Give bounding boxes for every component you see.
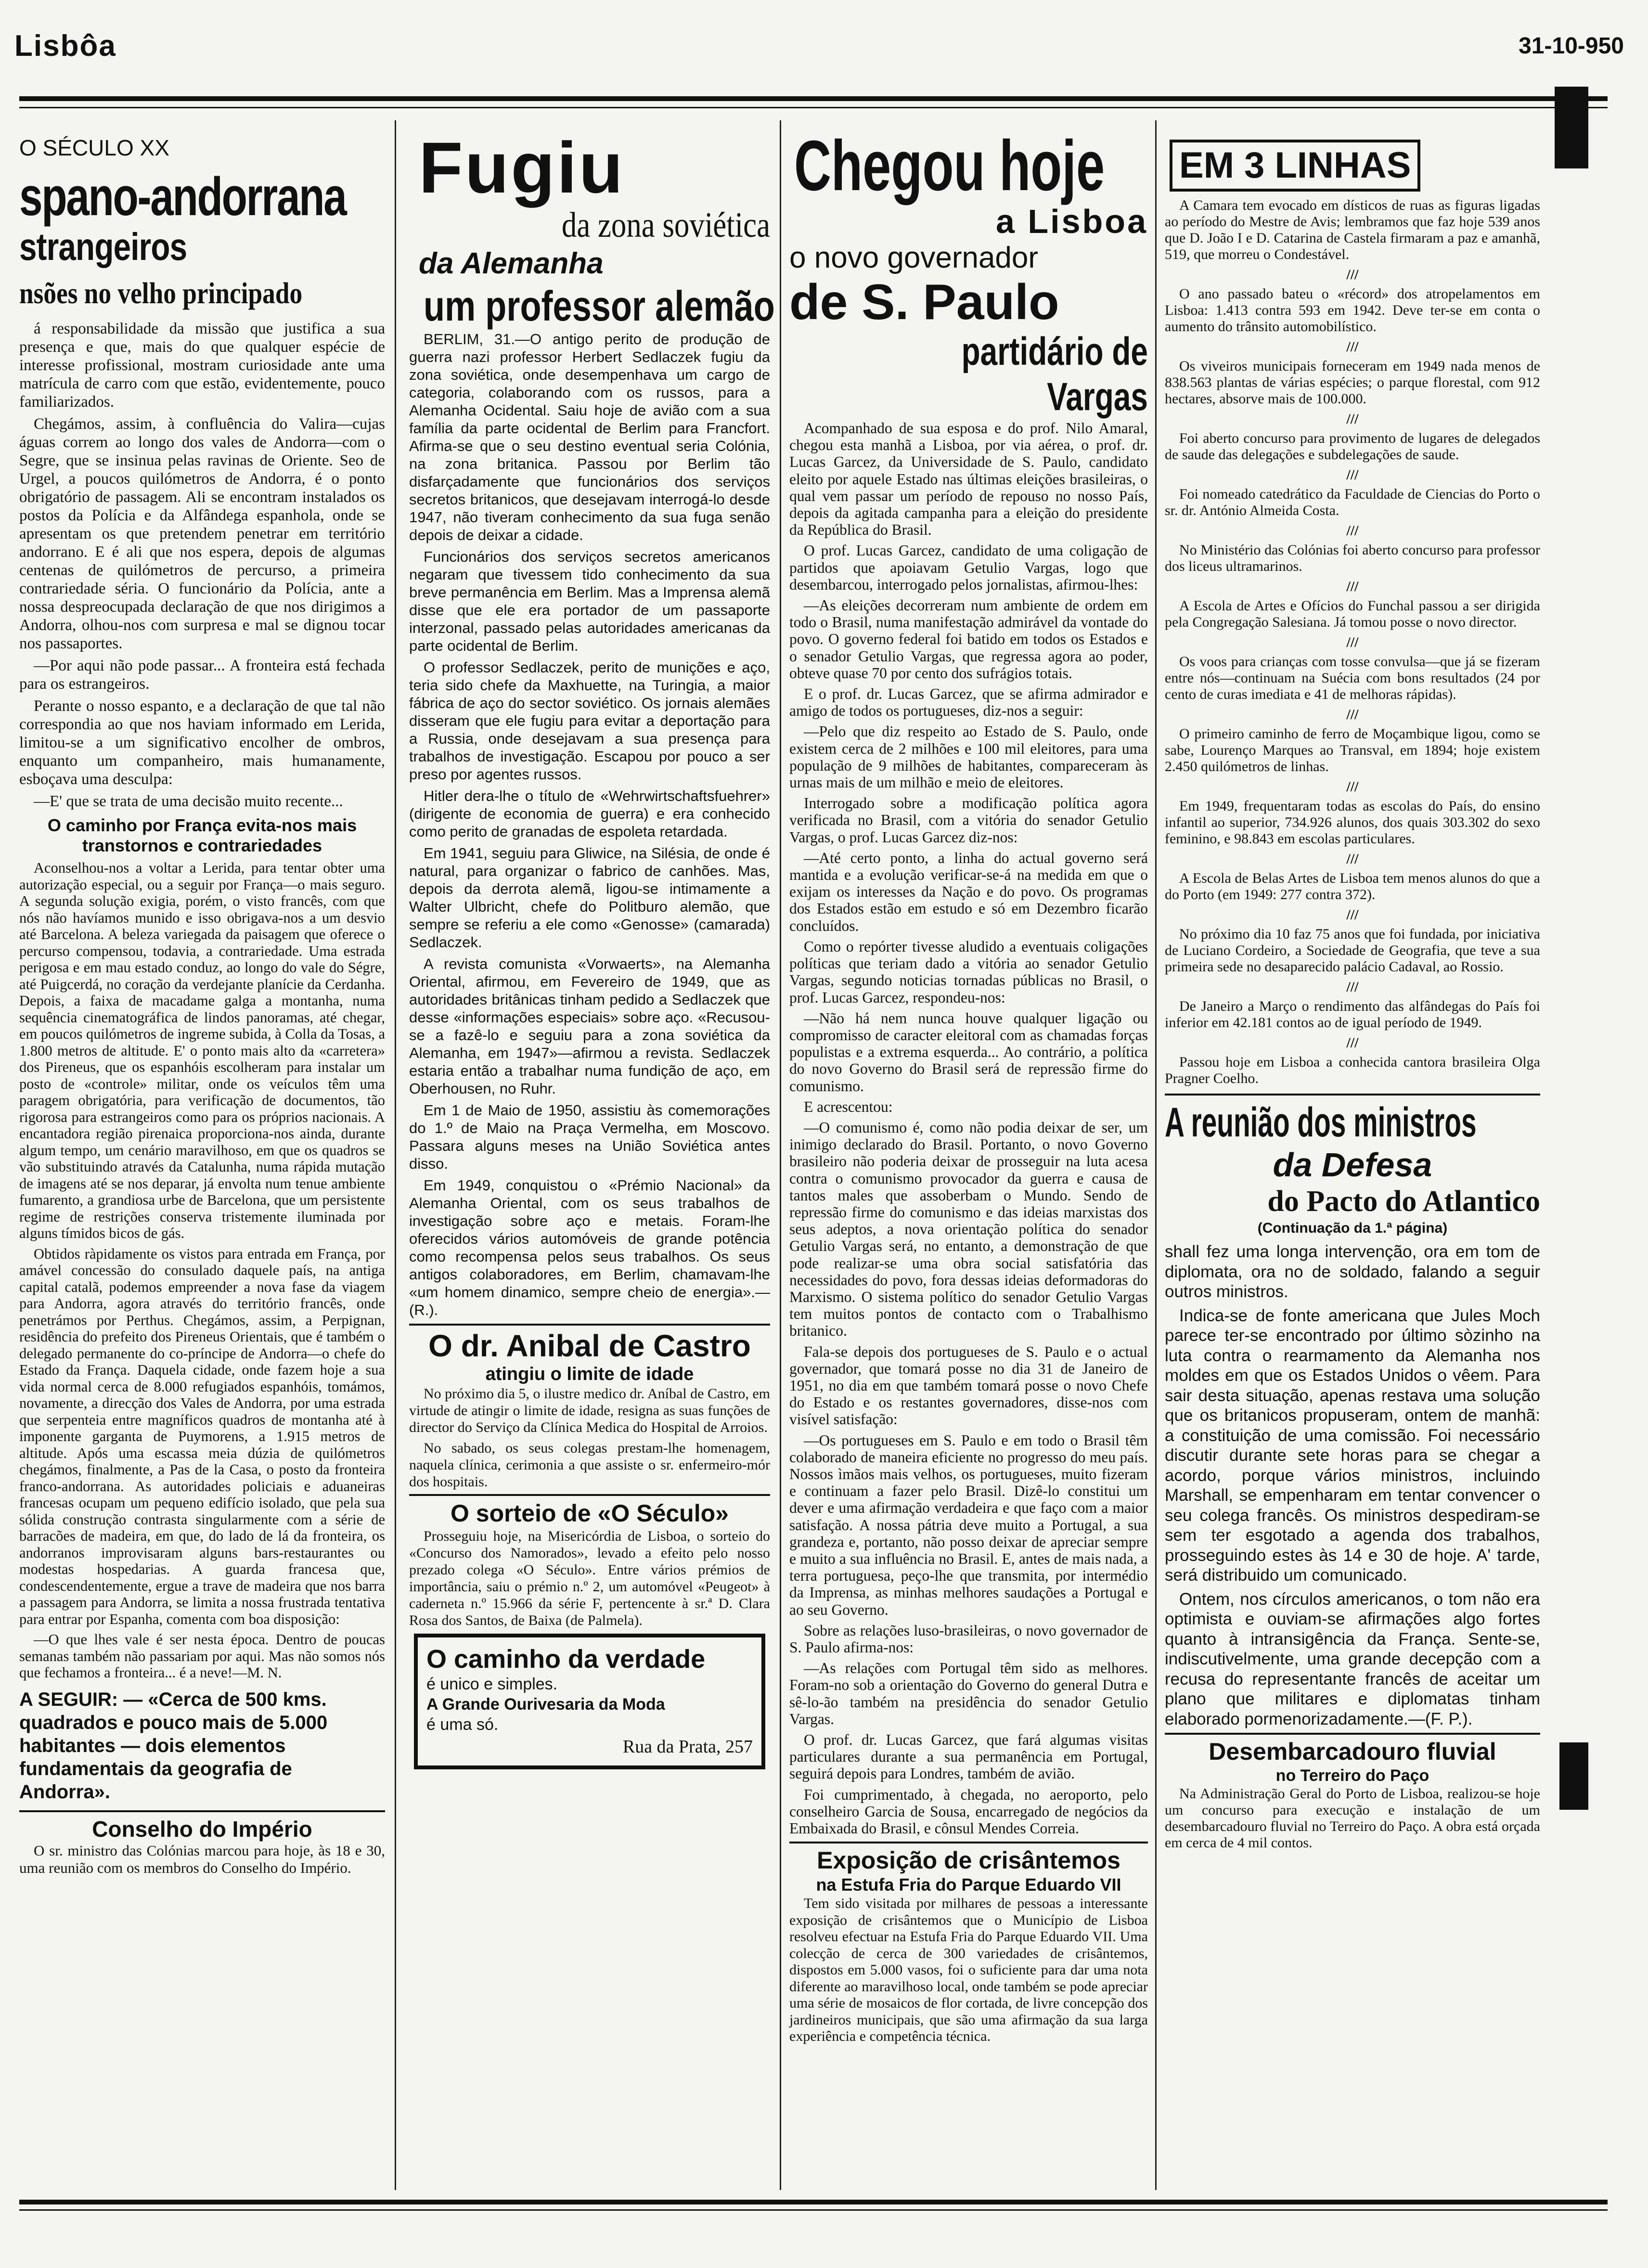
brief-separator: /// [1346, 851, 1359, 867]
anibal-body [409, 1385, 770, 1490]
sao-paulo-paragraph: Interrogado sobre a modificação política agora verificada no Brasil, com a vitória do senador Getulio Vargas, o prof. Lucas Garcez diz-nos: [789, 795, 1148, 846]
ourivesaria-ad [414, 1634, 765, 1769]
anibal-subtitle: atingiu o limite de idade [485, 1364, 694, 1384]
conselho-text [19, 1842, 385, 1877]
conselho-section [19, 1810, 385, 1877]
ad-title: O caminho da verdade [426, 1645, 706, 1674]
anibal-section [409, 1324, 770, 1490]
headline-lisboa: a Lisboa [996, 203, 1148, 240]
ad-line: é unico e simples. [426, 1675, 558, 1693]
brief-item: Em 1949, frequentaram todas as escolas do País, do ensino infantil ao superior, 734.926 alunos, dos quais 303.302 do sexo feminino, e 98.843 em escolas particulares. [1165, 798, 1540, 847]
masthead-date: 31-10-950 [1519, 33, 1624, 59]
professor-paragraph: BERLIM, 31.—O antigo perito de produção de guerra nazi professor Herbert Sedlaczek fugiu da zona soviética, onde desempenhava um cargo de categoria, colaborando com os russos, para a Alemanha Ocidental. Saiu hoje de avião com a sua família da parte ocidental de Berlim para Francfort. Afirma-se que o seu destino eventual seria Colónia, na zona britanica. Passou por Berlim tão disfarçadamente que funcionários dos serviços secretos britanicos, que desejavam interrogá-lo desde 1947, não tiveram conhecimento da sua fuga senão depois de deixar a cidade. [409, 331, 770, 543]
top-rule-thin [19, 107, 1608, 108]
brief-item: Os viveiros municipais forneceram em 1949 nada menos de 838.563 plantas de várias espécies; o parque florestal, com 912 hectares, absorve mais de 100.000. [1165, 358, 1540, 407]
desembarcadouro-subtitle: no Terreiro do Paço [1275, 1766, 1429, 1785]
bottom-rule [19, 2200, 1608, 2204]
professor-paragraph: Hitler dera-lhe o título de «Wehrwirtschaftsfuehrer» (dirigente de economia de guerra) e era conhecido como perito de granadas de espoleta retardada. [409, 787, 770, 840]
brief-separator: /// [1346, 411, 1359, 427]
brief-separator: /// [1346, 523, 1359, 539]
headline-defesa: da Defesa [1273, 1146, 1432, 1184]
ad-address: Rua da Prata, 257 [622, 1737, 753, 1757]
column-em-3-linhas [1165, 140, 1540, 1855]
professor-paragraph: Em 1949, conquistou o «Prémio Nacional» da Alemanha Oriental, com os seus trabalhos de investigação sobre aço e metais. Foram-lhe oferecidos vários automóveis de grande potência como recompensa pelos seus trabalhos. Os seus antigos colaboradores, em Berlim, chamavam-lhe «um homem dinamico, sempre cheio de energia».—(R.). [409, 1177, 770, 1318]
sorteio-section [409, 1494, 770, 1629]
sao-paulo-paragraph: Fala-se depois dos portugueses de S. Paulo e o actual governador, que tomará posse no dia 31 de Janeiro de 1951, no dia em que também tomará posse o novo Chefe do Estado e os restantes governadores, disse-nos com visível satisfação: [789, 1343, 1148, 1428]
andorra-subhead: O caminho por França evita-nos mais transtornos e contrariedades [47, 815, 357, 855]
headline-andorra-2: strangeiros [19, 225, 187, 268]
exposicao-title: Exposição de crisântemos [817, 1847, 1120, 1874]
ad-line: A Grande Ourivesaria da Moda [426, 1695, 665, 1714]
em-3-linhas-box: EM 3 LINHAS [1170, 140, 1420, 192]
brief-separator: /// [1346, 907, 1359, 923]
reuniao-body [1165, 1242, 1540, 1729]
column-rule-2 [780, 120, 781, 2190]
exposicao-body [789, 1895, 1148, 2045]
brief-item: Os voos para crianças com tosse convulsa—que já se fizeram entre nós—continuam na Suécia com bons resultados (24 por cento de curas imediata e 41 de melhoras rápidas). [1165, 654, 1540, 702]
brief-separator: /// [1346, 1035, 1359, 1051]
anibal-paragraph: No próximo dia 5, o ilustre medico dr. Aníbal de Castro, em virtude de atingir o limite de idade, resigna as suas funções de director do Serviço da Clínica Medica do Hospital de Arroios. [409, 1386, 770, 1435]
professor-paragraph: Funcionários dos serviços secretos americanos negaram que tivessem tido conhecimento da sua breve permanência em Berlim. Mas a Imprensa alemã disse que ele era portador de um passaporte interzonal, passado pelas autoridades americanas da parte ocidental de Berlim. [409, 548, 770, 654]
ad-line: é uma só. [426, 1715, 499, 1734]
column-rule-3 [1155, 120, 1157, 2190]
masthead [14, 19, 1634, 91]
sao-paulo-paragraph: —O comunismo é, como não podia deixar de ser, um inimigo declarado do Brasil. Portanto, o novo Governo brasileiro não poderia deixar de prosseguir na luta acesa contra o comunismo provocador da guerra e causa de tantos males que assoberbam o Mundo. Sendo de repressão firme do comunismo e das ideias marxistas dos seus adeptos, a nova orientação política do senador Getulio Vargas será, no entanto, a demonstração de que pode realizar-se uma obra social satisfatória das necessidades do povo, fora dessas ideias deformadoras do Marxismo. O sistema político do senador Getulio Vargas tem muitos pontos de contacto com o Trabalhismo britanico. [789, 1119, 1148, 1340]
sao-paulo-body [789, 420, 1148, 1837]
brief-item: Foi nomeado catedrático da Faculdade de Ciencias do Porto o sr. dr. António Almeida Costa. [1165, 486, 1540, 518]
andorra-paragraph: —E' que se trata de uma decisão muito recente... [34, 793, 343, 810]
headline-vargas: partidário de Vargas [961, 330, 1148, 419]
headline-professor: um professor alemão [424, 282, 775, 330]
a-seguir-teaser: A SEGUIR: — «Cerca de 500 kms. quadrados e pouco mais de 5.000 habitantes — dois elementos fundamentais da geografia de Andorra». [19, 1688, 328, 1803]
top-rule [19, 96, 1608, 101]
headline-andorra-3: nsões no velho principado [19, 277, 303, 310]
bottom-rule-thin [19, 2209, 1608, 2211]
brief-item: Passou hoje em Lisboa a conhecida cantora brasileira Olga Pragner Coelho. [1165, 1054, 1540, 1086]
column-professor [409, 127, 775, 1769]
andorra-paragraph: —Por aqui não pode passar... A fronteira está fechada para os estrangeiros. [19, 657, 385, 693]
andorra-body-2 [19, 860, 385, 1681]
brief-item: O ano passado bateu o «récord» dos atropelamentos em Lisboa: 1.413 contra 593 em 1942. Deve ter-se em conta o aumento do trânsito automobilístico. [1165, 286, 1540, 335]
brief-item: No Ministério das Colónias foi aberto concurso para professor dos liceus ultramarinos. [1165, 542, 1540, 574]
headline-sao-paulo: de S. Paulo [789, 274, 1059, 330]
andorra-paragraph: Perante o nosso espanto, e a declaração de que tal não correspondia ao que nos haviam informado em Lerida, limitou-se a um significativo encolher de ombros, enquanto um companheiro, mais humanamente, esboçava uma desculpa: [19, 697, 385, 788]
brief-separator: /// [1346, 707, 1359, 722]
brief-item: A Escola de Artes e Ofícios do Funchal passou a ser dirigida pela Congregação Salesiana. Já tomou posse o novo director. [1165, 598, 1540, 630]
column-sao-paulo [789, 126, 1148, 2049]
brief-item: No próximo dia 10 faz 75 anos que foi fundada, por iniciativa de Luciano Cordeiro, a Sociedade de Geografia, que teve a sua primeira sede no desaparecido palácio Cadaval, ao Rossio. [1165, 926, 1540, 975]
brief-separator: /// [1346, 467, 1359, 483]
exposicao-paragraph: Tem sido visitada por milhares de pessoas a interessante exposição de crisântemos que o Município de Lisboa resolveu efectuar na Estufa Fria do Parque Eduardo VII. Uma colecção de cerca de 300 variedades de crisântemos, dispostos em 5.000 vasos, foi o suficiente para dar uma nota diferente ao maravilhoso local, onde também se pode apreciar uma série de mosaicos de flor cortada, de livre concepção dos jardineiros municipais, que são uma afirmação da sua larga experiência e competência técnica. [789, 1895, 1148, 2045]
sao-paulo-paragraph: O prof. dr. Lucas Garcez, que fará algumas visitas particulares durante a sua permanência em Portugal, seguirá depois para Londres, também de avião. [789, 1731, 1148, 1782]
conselho-title: Conselho do Império [92, 1816, 312, 1842]
professor-body [409, 330, 770, 1319]
headline-chegou-hoje: Chegou hoje [794, 126, 1105, 206]
sao-paulo-paragraph: O prof. Lucas Garcez, candidato de uma coligação de partidos que apoiavam Getulio Vargas, logo que desembarcou, interrogado pelos jornalistas, afirmou-lhes: [789, 542, 1148, 593]
headline-andorra-1: spano-andorrana [19, 167, 346, 227]
desembarcadouro-section [1165, 1733, 1540, 1851]
headline-fugiu: Fugiu [419, 127, 625, 208]
headline-zona-sovietica: da zona soviética [561, 206, 770, 245]
brief-separator: /// [1346, 339, 1359, 355]
andorra-paragraph: Obtidos ràpidamente os vistos para entrada em França, por amável concessão do consulado daquele país, na antiga capital catalã, podemos empreender a nova fase da viagem para Andorra, agora através do território francês, onde penetrámos por Perthus. Chegámos, assim, a Perpignan, residência do prefeito dos Pireneus Orientais, que é também o delegado permanente do co-príncipe de Andorra—o chefe do Estado da França. Daquela cidade, onde fazem hoje a sua vida normal cerca de 8.000 refugiados espanhóis, tomámos, novamente, a direcção dos Vales de Andorra, por uma estrada que serpenteia entre magníficos quadros de montanha até à imponente garganta de Puymorens, a 1.915 metros de altitude. Após uma escassa meia dúzia de quilómetros chegámos, finalmente, a Pas de la Casa, o posto da fronteira franco-andorrana. As autoridades policiais e aduaneiras francesas ocupam um pequeno edifício isolado, que pela sua sólida construção contrasta singularmente com a série de barracões de madeira, em que, do lado de lá da fronteira, os andorranos improvisaram alguns bars-restaurantes ou modestas hospedarias. A guarda francesa que, condescendentemente, ergue a trave de madeira que nos barra a passagem para Andorra, se limita a nossa frustrada tentativa para entrar por Espanha, comenta com boa disposição: [19, 1245, 385, 1627]
professor-paragraph: Em 1941, seguiu para Gliwice, na Silésia, de onde é natural, para organizar o fabrico de canhões. Mas, depois da derrota alemã, ligou-se intimamente a Walter Ulbricht, chefe do Politburo alemão, que sempre se referiu a ele como «Genosse» (camarada) Sedlaczek. [409, 845, 770, 951]
column-rule-1 [395, 120, 396, 2190]
reuniao-section [1165, 1094, 1540, 1729]
desembarcadouro-title: Desembarcadouro fluvial [1209, 1738, 1496, 1765]
andorra-paragraph: —O que lhes vale é ser nesta época. Dentro de poucas semanas também não passariam por aqui. Mas não somos nós que fechamos a fronteira... é a neve!—M. N. [19, 1631, 385, 1681]
sao-paulo-paragraph: Acompanhado de sua esposa e do prof. Nilo Amaral, chegou esta manhã a Lisboa, por via aérea, o prof. dr. Lucas Garcez, da Universidade de S. Paulo, candidato eleito por aquele Estado nas últimas eleições brasileiras, o qual vem passar um período de repouso no nosso País, depois da agitada campanha para a eleição do presidente da República do Brasil. [789, 420, 1148, 539]
sao-paulo-paragraph: —Os portugueses em S. Paulo e em todo o Brasil têm colaborado de maneira eficiente no progresso do meu país. Nossos ìmãos mais velhos, os portugueses, muito fizeram e continuam a fazer pelo Brasil. Dizê-lo constitui um dever e uma afirmação verdadeira e que faço com a maior satisfação. A nossa pátria deve muito a Portugal, a sua grandeza e, portanto, não posso deixar de apreciar sempre e muito a sua influência no Brasil. E, antes de mais nada, a terra portuguesa, peço-lhe que transmita, por intermédio da Imprensa, as minhas melhores saudações a Portugal e ao seu Governo. [789, 1431, 1148, 1618]
source-label: O SÉCULO XX [19, 135, 169, 160]
sorteio-body [409, 1528, 770, 1629]
brief-item: A Escola de Belas Artes de Lisboa tem menos alunos do que a do Porto (em 1949: 277 contra 372). [1165, 870, 1540, 902]
andorra-body [19, 320, 385, 811]
professor-paragraph: Em 1 de Maio de 1950, assistiu às comemorações do 1.º de Maio na Praça Vermelha, em Moscovo. Passara alguns meses na União Soviética antes disso. [409, 1102, 770, 1172]
headline-pacto: do Pacto do Atlantico [1267, 1185, 1540, 1218]
brief-separator: /// [1346, 579, 1359, 594]
sao-paulo-paragraph: —Até certo ponto, a linha do actual governo será mantida e a evolução verificar-se-á na medida em que o exijam os interesses da Nação e do povo. Os programas dos Estados estão em estudo e só em Dezembro ficarão concluídos. [789, 849, 1148, 934]
sao-paulo-paragraph: E o prof. dr. Lucas Garcez, que se afirma admirador e amigo de todos os portugueses, diz-nos a seguir: [789, 685, 1148, 720]
reuniao-paragraph: Indica-se de fonte americana que Jules Moch parece ter-se encontrado por último sòzinho na luta contra o rearmamento da Alemanha nos moldes em que os Estados Unidos o vêem. Para sair desta situação, apenas restava uma solução que os britanicos propuseram, ontem de manhã: a constituição de uma comissão. Foi necessário discutir durante sete horas para se chegar a acordo, porque vários ministros, incluindo Marshall, se empenharam em tentar convencer o seu colega francês. Os ministros despediram-se sem ter esgotado a agenda dos trabalhos, prosseguindo estes às 14 e 30 de hoje. A' tarde, será distribuido um comunicado. [1165, 1306, 1540, 1585]
em-3-linhas-items [1165, 197, 1540, 1087]
desembarcadouro-paragraph: Na Administração Geral do Porto de Lisboa, realizou-se hoje um concurso para execução e instalação de um desembarcadouro fluvial no Terreiro do Paço. A obra está orçada em cerca de 4 mil contos. [1165, 1786, 1540, 1851]
anibal-title: O dr. Anibal de Castro [428, 1328, 751, 1363]
sorteio-title: O sorteio de «O Século» [451, 1500, 729, 1527]
headline-novo-governador: o novo governador [789, 241, 1039, 274]
sorteio-paragraph: Prosseguiu hoje, na Misericórdia de Lisboa, o sorteio do «Concurso dos Namorados», levado a efeito pelo nosso prezado colega «O Século». Entre vários prémios de importância, saiu o prémio n.º 2, um automóvel «Peugeot» à caderneta n.º 15.966 da série F, pertencente à sr.ª D. Clara Rosa dos Santos, de Baixa (de Palmela). [409, 1528, 770, 1628]
reuniao-continuation: (Continuação da 1.ª página) [1257, 1220, 1448, 1236]
conselho-paragraph: O sr. ministro das Colónias marcou para hoje, às 18 e 30, uma reunião com os membros do Conselho do Império. [19, 1842, 385, 1876]
sao-paulo-paragraph: Como o repórter tivesse aludido a eventuais coligações políticas que teriam dado a vitória ao senador Getulio Vargas, segundo noticias tornadas públicas no Brasil, o prof. Lucas Garcez, respondeu-nos: [789, 938, 1148, 1006]
corner-block-bottom [1559, 1742, 1588, 1810]
brief-separator: /// [1346, 267, 1359, 283]
sao-paulo-paragraph: Foi cumprimentado, à chegada, no aeroporto, pelo conselheiro Garcia de Sousa, encarregado de negócios da Embaixada do Brasil, e cônsul Mendes Correia. [789, 1786, 1148, 1837]
sao-paulo-paragraph: —As eleições decorreram num ambiente de ordem em todo o Brasil, numa manifestação admirável da vontade do povo. O governo federal foi batido em todos os Estados e o senador Getulio Vargas, que regressa agora ao poder, obteve quase 70 por cento dos sufrágios totais. [789, 597, 1148, 682]
brief-separator: /// [1346, 979, 1359, 995]
reuniao-paragraph: shall fez uma longa intervenção, ora em tom de diplomata, ora no de soldado, falando a seguir outros ministros. [1165, 1242, 1540, 1301]
professor-paragraph: O professor Sedlaczek, perito de munições e aço, teria sido chefe da Maxhuette, na Turingia, a maior fábrica de aço do sector soviético. Os jornais alemães disseram que ele fugiu para evitar a deportação para a Russia, onde desejavam a sua presença para trabalhos de investigação. Escapou por pouco a ser preso por agentes russos. [409, 659, 770, 783]
brief-separator: /// [1346, 779, 1359, 795]
brief-item: A Camara tem evocado em dísticos de ruas as figuras ligadas ao período do Mestre de Avis; lembramos que faz hoje 539 anos que D. João I e D. Catarina de Castela firmaram a paz e amanhã, 519, que morreu o Condestável. [1165, 197, 1540, 262]
brief-item: De Janeiro a Março o rendimento das alfândegas do País foi inferior em 42.181 contos ao de igual período de 1949. [1165, 998, 1540, 1031]
andorra-paragraph: Chegámos, assim, à confluência do Valira—cujas águas correm ao longo dos vales de Andorra—com o Segre, que se insinua pelas ravinas de Oriente. Seo de Urgel, a poucos quilómetros de Andorra, é o ponto obrigatório de passagem. Ali se encontram instalados os postos da Polícia e da Alfândega espanhola, onde se apresentam os que pretendem penetrar em território andorrano. E é ali que nos espera, depois de algumas centenas de quilómetros de percurso, a primeira contrariedade séria. O funcionário da Polícia, ante a nossa despreocupada declaração de que nos dirigimos a Andorra, olhou-nos com surpresa e mal se dignou tocar nos passaportes. [19, 415, 385, 652]
sao-paulo-paragraph: —Não há nem nunca houve qualquer ligação ou compromisso de caracter eleitoral com as chamadas forças populistas e a extrema esquerda... Ao contrário, a política do novo Governo do Brasil será de repressão firme do comunismo. [789, 1009, 1148, 1095]
exposicao-subtitle: na Estufa Fria do Parque Eduardo VII [816, 1875, 1121, 1895]
headline-reuniao: A reunião dos ministros [1165, 1099, 1477, 1146]
andorra-paragraph: Aconselhou-nos a voltar a Lerida, para tentar obter uma autorização especial, ou a seguir por França—o mais seguro. A segunda solução exigia, porém, o visto francês, com que nós não havíamos munido e isso obrigava-nos a um desvio até Barcelona. A beleza variegada da paisagem que oferece o percurso compensou, todavia, a contrariedade. Uma estrada perigosa e em mau estado conduz, ao longo do vale do Ségre, até Puigcerdá, no coração da verdejante planície da Cerdanha. Depois, a faixa de macadame galga a montanha, numa sequência cinematográfica de lindos panoramas, até chegar, em poucos quilómetros de ingreme subida, à Colla da Tosas, a 1.800 metros de altitude. E' o ponto mais alto da «carretera» dos Pireneus, que os espanhóis escolheram para instalar um posto de «controle» militar, onde os veículos têm uma paragem obrigatória, para verificação de documentos, tão rigorosa para estrangeiros como para os próprios nacionais. A encantadora região pirenaica proporciona-nos ainda, durante algum tempo, um cenário maravilhoso, em que os quadros se vão substituindo através da Catalunha, numa rápida mutação de imagens até se nos deparar, já envolta num tenue ambiente fumarento, a grandiosa urbe de Barcelona, que um persistente regime de restrições conserva tristemente iluminada por alguns tímidos bicos de gás. [19, 860, 385, 1241]
anibal-paragraph: No sabado, os seus colegas prestam-lhe homenagem, naquela clínica, cerimonia a que assiste o sr. enfermeiro-mór dos hospitais. [409, 1440, 770, 1490]
masthead-city: Lisbôa [14, 29, 116, 63]
sao-paulo-paragraph: Sobre as relações luso-brasileiras, o novo governador de S. Paulo afirma-nos: [789, 1622, 1148, 1656]
reuniao-paragraph: Ontem, nos círculos americanos, o tom não era optimista e ouviam-se afirmações algo fortes quanto à intransigência da França. Sente-se, indiscutivelmente, uma grande decepção com a recusa do representante francês de aceitar um plano que militares e diplomatas tinham elaborado pormenorizadamente.—(F. P.). [1165, 1589, 1540, 1728]
professor-paragraph: A revista comunista «Vorwaerts», na Alemanha Oriental, afirmou, em Fevereiro de 1949, que as autoridades britânicas tinham pedido a Sedlaczek que desse «informações especiais» sobre aço. «Recusou-se a fazê-lo e seguiu para a zona soviética da Alemanha, em 1947»—afirmou a revista. Sedlaczek estaria então a trabalhar numa fundição de aço, em Oberhousen, no Ruhr. [409, 955, 770, 1097]
sao-paulo-paragraph: E acrescentou: [804, 1098, 893, 1115]
brief-separator: /// [1346, 634, 1359, 650]
brief-item: Foi aberto concurso para provimento de lugares de delegados de saude das delegações e subdelegações de saude. [1165, 430, 1540, 463]
corner-block-top [1555, 87, 1588, 168]
sao-paulo-paragraph: —As relações com Portugal têm sido as melhores. Foram-no sob a orientação do Governo do general Dutra e sê-lo-ão também na presidência do senador Getulio Vargas. [789, 1660, 1148, 1727]
column-andorra [19, 135, 385, 1881]
brief-item: O primeiro caminho de ferro de Moçambique ligou, como se sabe, Lourenço Marques ao Transval, em 1894; hoje existem 2.450 quilómetros de linhas. [1165, 726, 1540, 774]
sao-paulo-paragraph: —Pelo que diz respeito ao Estado de S. Paulo, onde existem cerca de 2 milhões e 100 mil eleitores, para uma população de 9 milhões de habitantes, compareceram às urnas mais de um milhão e meio de eleitores. [789, 723, 1148, 791]
andorra-paragraph: á responsabilidade da missão que justifica a sua presença e que, mais do que qualquer espécie de interesse profissional, mostram curiosidade ante uma matrícula de carro com que estão, evidentemente, pouco familiarizados. [19, 320, 385, 411]
desembarcadouro-body [1165, 1786, 1540, 1851]
exposicao-section [789, 1842, 1148, 2045]
headline-alemanha: da Alemanha [419, 247, 604, 280]
